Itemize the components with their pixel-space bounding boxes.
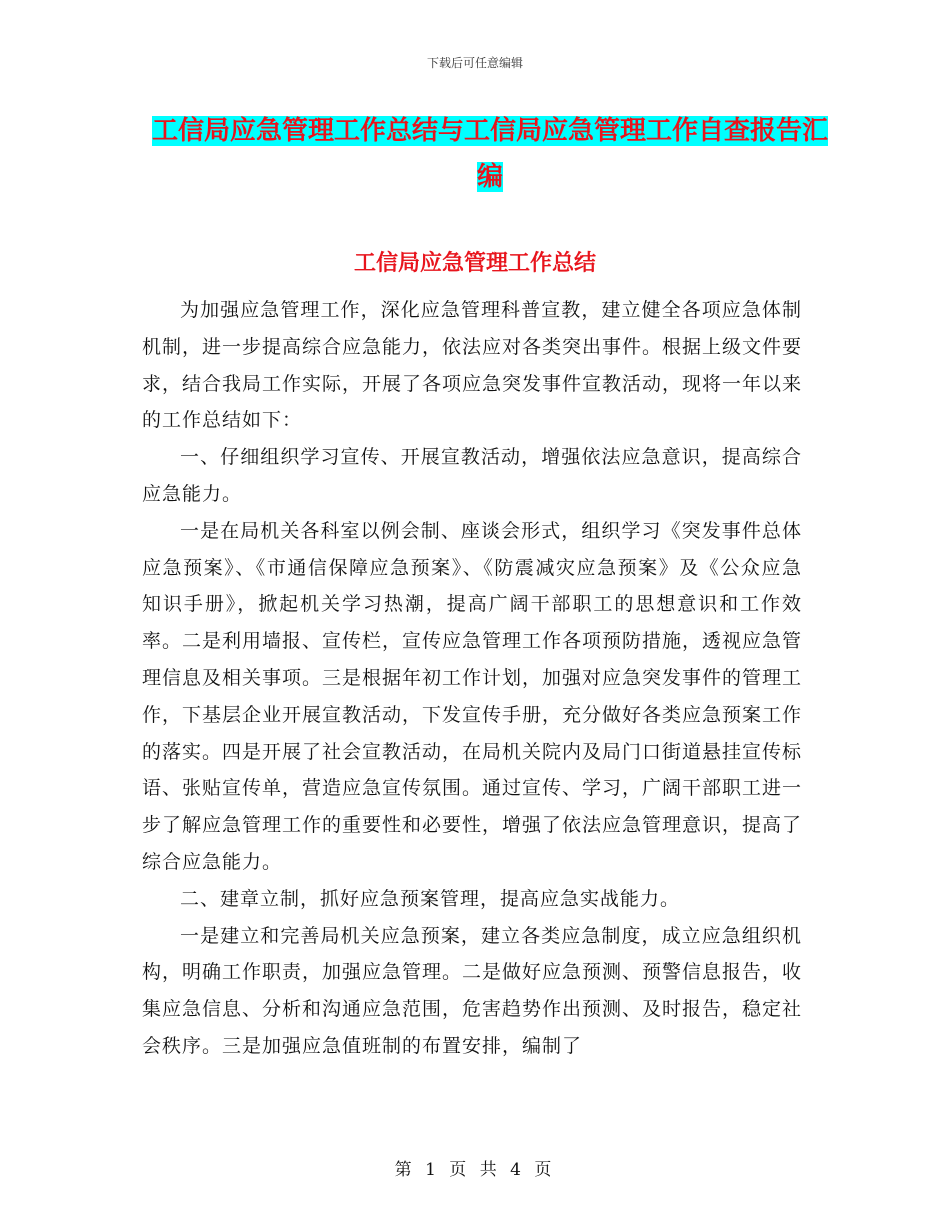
header-note: 下载后可任意编辑 bbox=[426, 56, 523, 70]
body-text bbox=[142, 292, 802, 1065]
paragraph-heading-1: 一、仔细组织学习宣传、开展宣教活动，增强依法应急意识，提高综合应急能力。 bbox=[142, 446, 802, 505]
document-title bbox=[140, 108, 840, 200]
paragraph-intro: 为加强应急管理工作，深化应急管理科普宣教，建立健全各项应急体制机制，进一步提高综合应急能力，依法应对各类突出事件。根据上级文件要求，结合我局工作实际，开展了各项应急突发事件宣教活动，现将一年以来的工作总结如下： bbox=[142, 299, 803, 432]
paragraph-body-2: 一是建立和完善局机关应急预案，建立各类应急制度，成立应急组织机构，明确工作职责，加强应急管理。二是做好应急预测、预警信息报告，收集应急信息、分析和沟通应急范围，危害趋势作出预测、及时报告，稳定社会秩序。三是加强应急值班制的布置安排，编制了 bbox=[142, 924, 803, 1057]
paragraph-heading-2: 二、建章立制，抓好应急预案管理，提高应急实战能力。 bbox=[180, 887, 681, 910]
section-title: 工信局应急管理工作总结 bbox=[353, 251, 596, 276]
document-title-text: 工信局应急管理工作总结与工信局应急管理工作自查报告汇编 bbox=[151, 116, 828, 192]
paragraph-body-1: 一是在局机关各科室以例会制、座谈会形式，组织学习《突发事件总体应急预案》、《市通信保障应急预案》、《防震减灾应急预案》及《公众应急知识手册》，掀起机关学习热潮，提高广阔干部职工的思想意识和工作效率。二是利用墙报、宣传栏，宣传应急管理工作各项预防措施，透视应急管理信息及相关事项。三是根据年初工作计划，加强对应急突发事件的管理工作，下基层企业开展宣教活动，下发宣传手册，充分做好各类应急预案工作的落实。四是开展了社会宣教活动，在局机关院内及局门口街道悬挂宣传标语、张贴宣传单，营造应急宣传氛围。通过宣传、学习，广阔干部职工进一步了解应急管理工作的重要性和必要性，增强了依法应急管理意识，提高了综合应急能力。 bbox=[142, 519, 803, 873]
page-number-footer: 第 1 页 共 4 页 bbox=[394, 1160, 556, 1180]
